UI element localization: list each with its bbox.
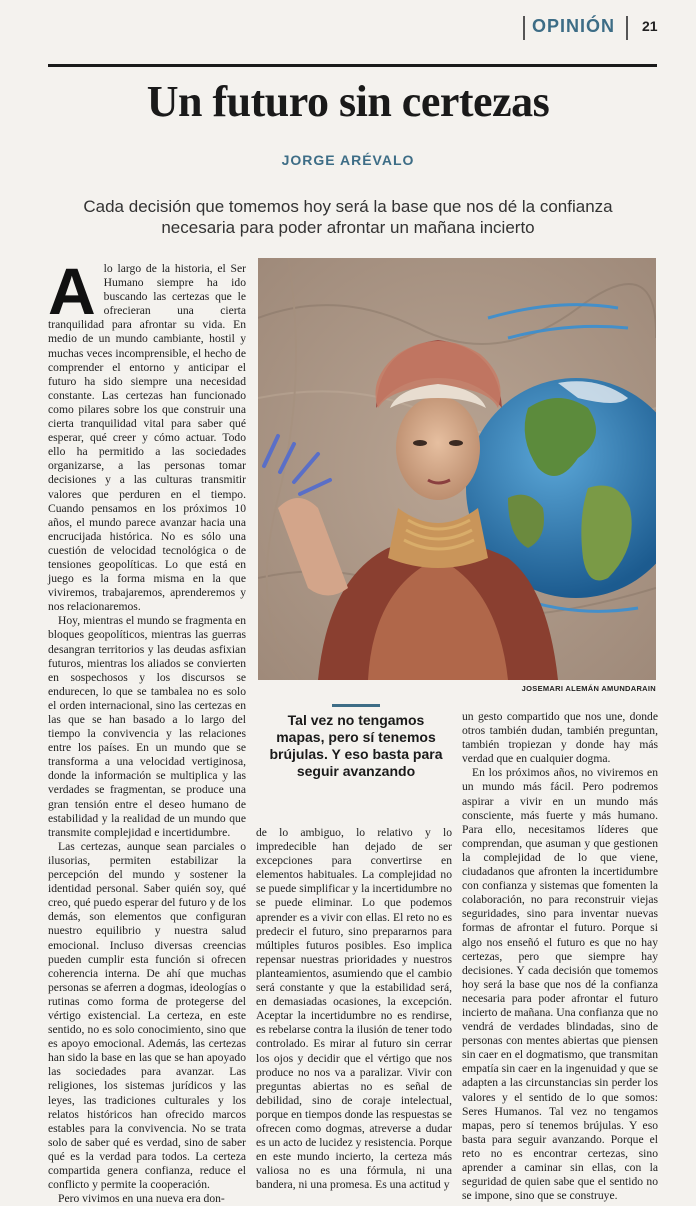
paragraph [48, 254, 246, 614]
photo-credit: JOSEMARI ALEMÁN AMUNDARAIN [521, 684, 656, 693]
author-byline: JORGE ARÉVALO [281, 152, 415, 168]
column-1 [48, 254, 246, 1206]
header-divider [626, 16, 628, 40]
header-divider [523, 16, 525, 40]
paragraph: Hoy, mientras el mundo se fragmenta en bloques geopolíticos, mientras las guerras desangran territorios y las deudas asfixian futuros, mientras los aliados se convierten en sospechosos y los discursos se endurecen, lo que se tambalea no es solo el orden internacional, sino las certezas en las que se han basado a lo largo del tiempo la convivencia y las relaciones entre los países. En un mundo que se transforma a una velocidad vertiginosa, donde la información se multiplica y las verdades se fragmentan, se produce una gran tensión entre el deseo humano de estabilidad y la realidad de un mundo que transmite complejidad e incertidumbre. [48, 614, 246, 839]
article-illustration [258, 258, 656, 680]
page-header [0, 12, 696, 42]
paragraph: de lo ambiguo, lo relativo y lo impredecible han dejado de ser excepciones para convertirse en elementos habituales. La complejidad no se puede simplificar y la incertidumbre no se puede eliminar. Lo que podemos aprender es a vivir con ellas. El reto no es predecir el futuro, sino prepararnos para múltiples futuros posibles. Eso implica repensar nuestras prioridades y nuestros planteamientos, asumiendo que el cambio será constante y que la estabilidad será, en demasiadas ocasiones, la excepción. Aceptar la incertidumbre no es rendirse, es rebelarse contra la ilusión de tener todo controlado. Es mirar al futuro sin cerrar los ojos y decidir que el vértigo que nos produce no nos va a paralizar. Vivir con preguntas abiertas no es señal de debilidad, sino de coraje intelectual, porque en tiempos donde las respuestas se ofrecen como dogmas, atreverse a dudar es un acto de lucidez y resistencia. Porque en este mundo incierto, la certeza más valiosa no es una fórmula, ni una bandera, ni una promesa. Es una actitud y [256, 826, 452, 1192]
illustration-woman-globe [258, 258, 656, 680]
column-2 [256, 826, 452, 1192]
drop-cap: A [48, 254, 96, 328]
pullquote-rule [332, 704, 380, 707]
pull-quote: Tal vez no tengamos mapas, pero sí tenemos brújulas. Y eso basta para seguir avanzando [269, 712, 443, 779]
page-number: 21 [642, 18, 658, 34]
column-3 [462, 710, 658, 1203]
paragraph: un gesto compartido que nos une, donde otros también dudan, también preguntan, también tropiezan y donde hay más verdad que en cualquier dogma. [462, 710, 658, 766]
paragraph: Pero vivimos en una nueva era don- [58, 1192, 225, 1206]
paragraph: En los próximos años, no viviremos en un mundo más fácil. Pero podremos aspirar a vivir en un mundo más consciente, más fuerte y más humano. Para ello, necesitamos líderes que comprendan, que asuman y que gestionen la complejidad de lo que viene, ciudadanos que afronten la incertidumbre con confianza y sistemas que fomenten la colaboración, no para reconstruir viejas seguridades, sino para inventar nuevas formas de afrontar el futuro. Porque si algo nos enseñó el futuro es que no hay certezas, pero que siempre hay decisiones. Y cada decisión que tomemos hoy será la base que nos dé la confianza necesaria para poder afrontar el futuro incierto de mañana. Una confianza que no vendrá de verdades blindadas, sino de personas con mentes abiertas que piensen sin caer en el dogmatismo, que transmitan empatía sin caer en la ingenuidad y que se adapten a las circunstancias sin perder los valores y el sentido de lo que somos: Seres Humanos. Tal vez no tengamos mapas, pero sí tenemos brújulas. Y eso basta para seguir avanzando. Porque el reto no es encontrar certezas, sino aprender a caminar sin ellas, con la seguridad de quien sabe que el sentido no se impone, sino que se construye. [462, 766, 658, 1203]
title-rule [48, 64, 657, 67]
article-title: Un futuro sin certezas [146, 77, 550, 126]
article-subtitle: Cada decisión que tomemos hoy será la base que nos dé la confianza necesaria para poder afrontar un mañana incierto [83, 197, 613, 237]
paragraph: Las certezas, aunque sean parciales o ilusorias, permiten estabilizar la percepción del mundo y sostener la identidad personal. Saber quién soy, qué creo, qué puedo esperar del futuro y de los demás, son elementos que configuran nuestro equilibrio y nuestra salud emocional. Incluso diversas creencias pueden cumplir esta función si ofrecen coherencia interna. De ahí que muchas personas se aferren a dogmas, ideologías o rutinas como forma de protegerse del vértigo existencial. La certeza, en este sentido, no es solo conocimiento, sino que es apoyo emocional. Además, las certezas han sido la base en las que se han apoyado las sociedades para avanzar. Las religiones, los sistemas jurídicos y las leyes, las tradiciones culturales y los relatos históricos han ofrecido marcos estables para la convivencia. No se trata solo de saber qué es verdad, sino de saber qué es la verdad para todos. La certeza compartida genera confianza, reduce el conflicto y permite la cooperación. [48, 839, 246, 1192]
section-label: OPINIÓN [532, 16, 616, 36]
paragraph-text: lo largo de la historia, el Ser Humano siempre ha ido buscando las certezas que le ofrecieran una cierta tranquilidad para afrontar su vida. En medio de un mundo cambiante, hostil y muchas veces incomprensible, el hecho de comprender el entorno y anticipar el futuro ha sido siempre una necesidad constante. Las certezas han funcionado como pilares sobre los que construir una cierta tranquilidad vital para saber qué esperar, qué creer y cómo actuar. Todo ello ha permitido a las sociedades organizarse, a las personas tomar decisiones y a las culturas transmitir valores que perduren en el tiempo. Cuando pensamos en los próximos 10 años, el mundo parece avanzar hacia una encrucijada histórica. No es sólo una cuestión de velocidad tecnológica o de tensiones geopolíticas. Lo que está en juego es la forma misma en la que viviremos, trabajaremos, aprenderemos y nos relacionaremos. [48, 262, 246, 614]
